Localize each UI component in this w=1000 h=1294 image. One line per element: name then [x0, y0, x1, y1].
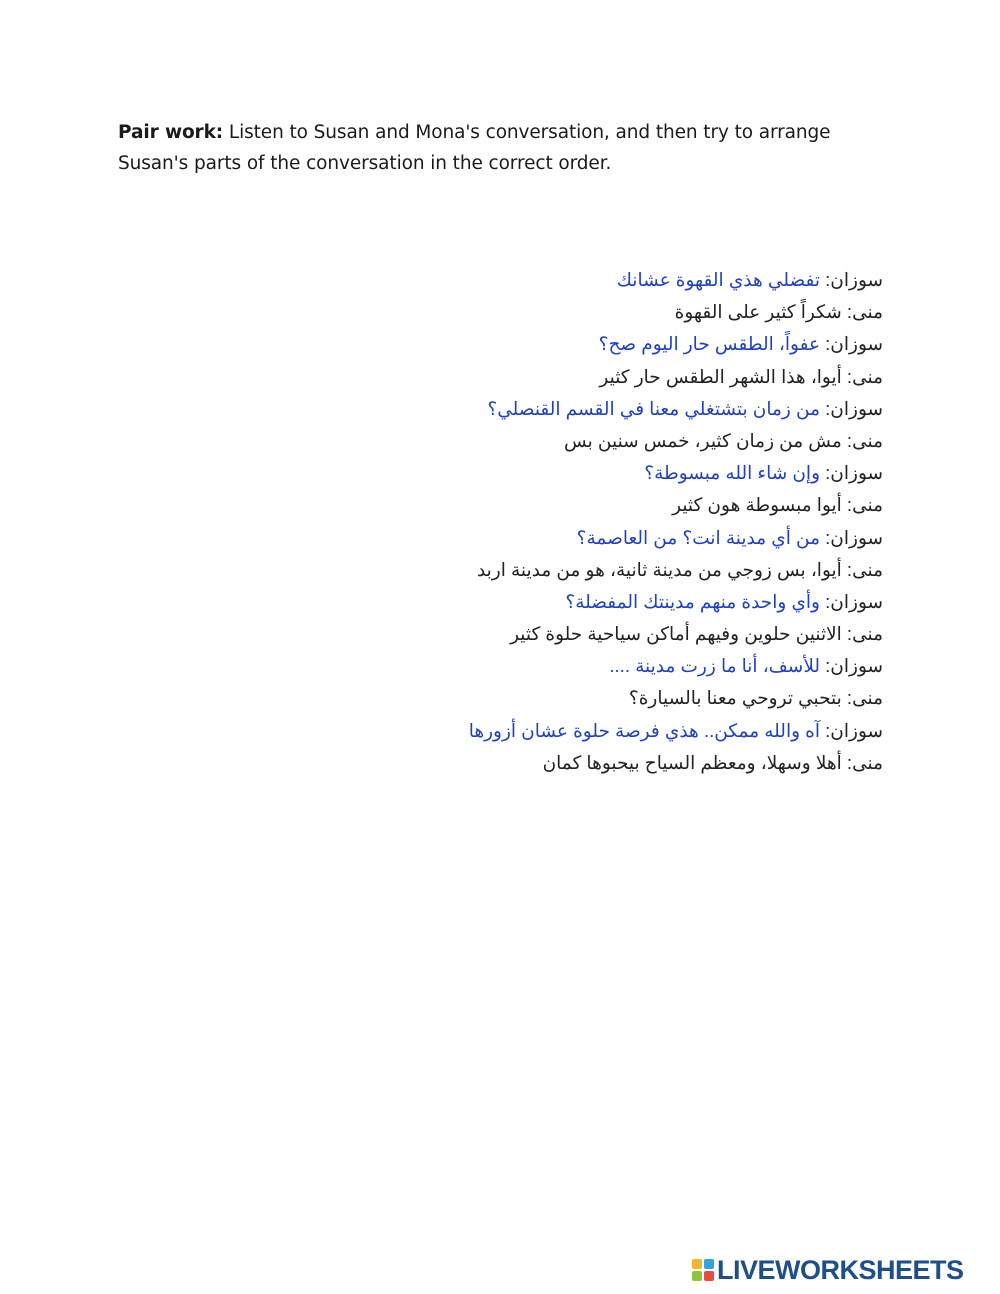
utterance-text: الاثنين حلوين وفيهم أماكن سياحية حلوة كثير — [510, 623, 842, 645]
speaker-label: منى: — [841, 558, 883, 580]
utterance-text: تفضلي هذي القهوة عشانك — [616, 269, 820, 290]
dialogue-line-susan — [283, 457, 883, 489]
dialogue-line-susan — [283, 650, 883, 682]
speaker-label: منى: — [841, 365, 883, 387]
dialogue-line-susan — [283, 586, 883, 618]
speaker-label: سوزان: — [820, 397, 883, 419]
instructions-label: Pair work: — [118, 122, 224, 143]
utterance-text: للأسف، أنا ما زرت مدينة .... — [609, 655, 820, 677]
dialogue-line-mona — [283, 747, 883, 779]
utterance-text: آه والله ممكن.. هذي فرصة حلوة عشان أزورها — [468, 719, 820, 741]
speaker-label: سوزان: — [820, 719, 883, 741]
dialogue-line-mona — [283, 489, 883, 521]
dialogue-line-mona — [283, 554, 883, 586]
utterance-text: أيوا، بس زوجي من مدينة ثانية، هو من مدينة اربد — [476, 558, 842, 580]
utterance-text: أيوا مبسوطة هون كثير — [672, 494, 842, 516]
speaker-label: منى: — [841, 301, 883, 323]
liveworksheets-logo — [692, 1256, 964, 1284]
utterance-text: مش من زمان كثير، خمس سنين بس — [564, 429, 842, 451]
dialogue-line-mona — [283, 425, 883, 457]
dialogue-line-susan — [283, 715, 883, 747]
liveworksheets-logo-icon — [692, 1259, 714, 1281]
logo-text: LIVEWORKSHEETS — [717, 1255, 964, 1285]
utterance-text: من أي مدينة انت؟ من العاصمة؟ — [576, 526, 820, 548]
dialogue — [283, 264, 883, 779]
dialogue-line-mona — [283, 618, 883, 650]
utterance-text: شكراً كثير على القهوة — [674, 301, 842, 323]
dialogue-line-susan — [283, 393, 883, 425]
speaker-label: سوزان: — [820, 655, 883, 677]
speaker-label: سوزان: — [820, 526, 883, 548]
dialogue-line-susan — [283, 264, 883, 296]
instructions-text: Listen to Susan and Mona's conversation, and then try to arrange Susan's parts of the conversation in the correct order. — [118, 122, 831, 174]
speaker-label: سوزان: — [820, 269, 883, 290]
utterance-text: بتحبي تروحي معنا بالسيارة؟ — [628, 687, 842, 709]
speaker-label: منى: — [841, 751, 883, 773]
utterance-text: وإن شاء الله مبسوطة؟ — [644, 462, 820, 484]
speaker-label: منى: — [841, 623, 883, 645]
utterance-text: من زمان بتشتغلي معنا في القسم القنصلي؟ — [487, 397, 820, 419]
utterance-text: أهلا وسهلا، ومعظم السياح بيحبوها كمان — [542, 751, 842, 773]
instructions — [118, 117, 858, 179]
utterance-text: عفواً، الطقس حار اليوم صح؟ — [598, 333, 820, 355]
dialogue-line-mona — [283, 296, 883, 328]
speaker-label: سوزان: — [820, 462, 883, 484]
dialogue-line-susan — [283, 522, 883, 554]
utterance-text: أيوا، هذا الشهر الطقس حار كثير — [599, 365, 842, 387]
speaker-label: منى: — [841, 429, 883, 451]
utterance-text: وأي واحدة منهم مدينتك المفضلة؟ — [565, 590, 820, 612]
speaker-label: منى: — [841, 494, 883, 516]
dialogue-line-mona — [283, 361, 883, 393]
speaker-label: سوزان: — [820, 333, 883, 355]
speaker-label: سوزان: — [820, 590, 883, 612]
dialogue-line-mona — [283, 682, 883, 714]
speaker-label: منى: — [841, 687, 883, 709]
dialogue-line-susan — [283, 328, 883, 360]
